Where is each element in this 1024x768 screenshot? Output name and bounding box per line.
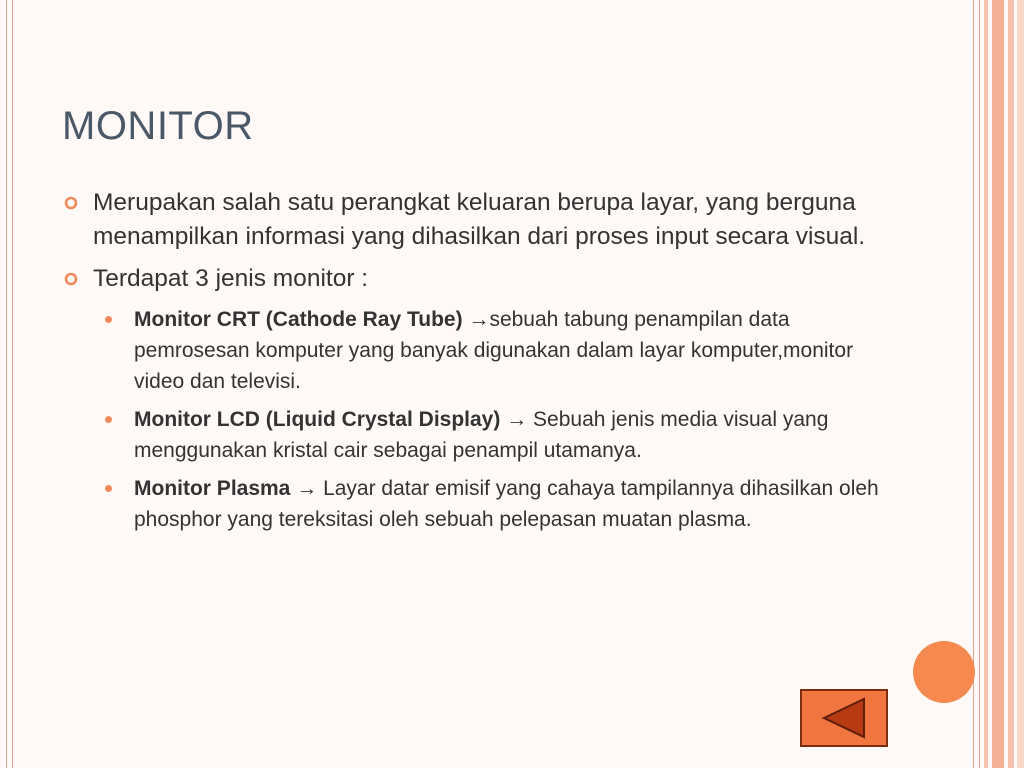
sub-bullet-list	[64, 304, 894, 535]
triangle-left-icon	[802, 691, 886, 745]
bullet-item	[64, 186, 894, 254]
bullet-item	[64, 262, 894, 296]
dot-bullet-icon	[105, 485, 112, 492]
arrow-icon: →	[296, 477, 324, 500]
previous-slide-button[interactable]	[800, 689, 888, 747]
circle-icon	[913, 641, 975, 703]
edge-stripe	[984, 0, 988, 768]
dot-bullet-icon	[105, 316, 112, 323]
sub-bullet-item	[64, 404, 894, 466]
sub-bullet-term: Monitor LCD (Liquid Crystal Display)	[134, 408, 501, 431]
sub-bullet-item	[64, 304, 894, 397]
slide-title: MONITOR	[62, 104, 254, 148]
sub-bullet-item	[64, 473, 894, 535]
slide-content	[64, 186, 894, 542]
sub-bullet-desc: Sebuah jenis media visual yang menggunakan kristal cair sebagai penampil utamanya.	[134, 408, 829, 462]
edge-stripe	[992, 0, 1004, 768]
sub-bullet-term: Monitor Plasma	[134, 477, 291, 500]
dot-bullet-icon	[105, 416, 112, 423]
sub-bullet-desc: Layar datar emisif yang cahaya tampilannya dihasilkan oleh phosphor yang tereksitasi oleh sebuah pelepasan muatan plasma.	[134, 477, 879, 531]
ring-bullet-icon	[64, 272, 78, 286]
bullet-text: Merupakan salah satu perangkat keluaran berupa layar, yang berguna menampilkan informasi yang dihasilkan dari proses input secara visual.	[93, 189, 866, 250]
arrow-icon: →	[468, 308, 490, 331]
edge-stripe	[1017, 0, 1024, 768]
sub-bullet-term: Monitor CRT (Cathode Ray Tube)	[134, 308, 463, 331]
ring-bullet-icon	[64, 196, 78, 210]
arrow-icon: →	[506, 408, 534, 431]
bullet-text: Terdapat 3 jenis monitor :	[93, 265, 369, 292]
edge-stripe	[1008, 0, 1014, 768]
sub-bullet-desc: sebuah tabung penampilan data pemrosesan komputer yang banyak digunakan dalam layar komputer,monitor video dan televisi.	[134, 308, 854, 393]
